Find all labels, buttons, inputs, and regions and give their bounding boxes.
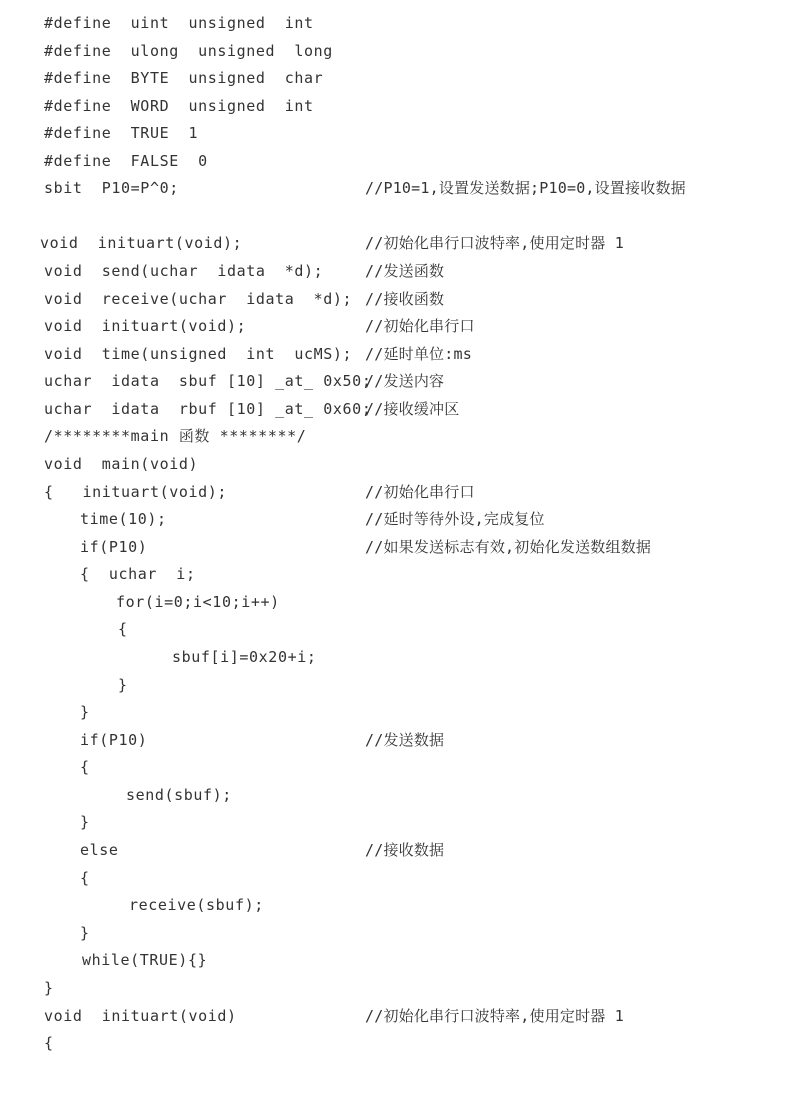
code-comment: //接收缓冲区: [365, 400, 460, 418]
code-line-rbuf-decl: [0, 395, 803, 423]
code-line-if-send: [0, 726, 803, 754]
code-text: }: [80, 813, 90, 831]
code-text: if(P10): [80, 731, 148, 749]
code-text: while(TRUE){}: [82, 951, 208, 969]
code-text: #define WORD unsigned int: [44, 97, 314, 115]
code-text: {: [118, 620, 128, 638]
code-line-define-uint: [0, 9, 803, 37]
code-line-main-signature: [0, 450, 803, 478]
code-text: {: [80, 758, 90, 776]
code-text: void main(void): [44, 455, 199, 473]
code-line-sbuf-assign: [0, 643, 803, 671]
code-line-define-byte: [0, 64, 803, 92]
code-text: void send(uchar idata *d);: [44, 262, 324, 280]
code-comment: //初始化串行口波特率,使用定时器 1: [365, 234, 624, 252]
code-line-define-ulong: [0, 37, 803, 65]
code-text: send(sbuf);: [126, 786, 232, 804]
code-line-define-true: [0, 119, 803, 147]
code-text: void time(unsigned int ucMS);: [44, 345, 353, 363]
code-comment: //延时单位:ms: [365, 345, 472, 363]
code-line-send-open: [0, 753, 803, 781]
code-line-if-block-close: [0, 698, 803, 726]
code-text: sbit P10=P^0;: [44, 179, 179, 197]
code-line-for: [0, 588, 803, 616]
code-text: time(10);: [80, 510, 167, 528]
code-text: for(i=0;i<10;i++): [116, 593, 280, 611]
code-line-for-open: [0, 615, 803, 643]
code-line-main-inituart: [0, 478, 803, 506]
code-line-main-time: [0, 505, 803, 533]
code-text: void inituart(void);: [44, 317, 247, 335]
code-text: sbuf[i]=0x20+i;: [172, 648, 317, 666]
code-comment: //延时等待外设,完成复位: [365, 510, 545, 528]
code-line-proto-send: [0, 257, 803, 285]
code-line-uchar-i: [0, 560, 803, 588]
code-text: uchar idata sbuf [10] _at_ 0x50;: [44, 372, 372, 390]
code-line-proto-time: [0, 340, 803, 368]
code-comment: //接收函数: [365, 290, 445, 308]
code-line-main-close: [0, 974, 803, 1002]
code-line-else: [0, 836, 803, 864]
code-text: }: [80, 703, 90, 721]
code-text: { inituart(void);: [44, 483, 227, 501]
code-line-sbuf-decl: [0, 367, 803, 395]
code-line-define-word: [0, 92, 803, 120]
code-line-send-call: [0, 781, 803, 809]
code-line-while: [0, 946, 803, 974]
code-line-send-close: [0, 808, 803, 836]
code-line-inituart-open: [0, 1029, 803, 1057]
code-text: if(P10): [80, 538, 148, 556]
code-text: #define ulong unsigned long: [44, 42, 333, 60]
code-text: receive(sbuf);: [129, 896, 264, 914]
code-line-inituart-def: [0, 1002, 803, 1030]
code-comment: //初始化串行口: [365, 483, 475, 501]
code-line-else-open: [0, 864, 803, 892]
code-line-proto-inituart: [0, 229, 803, 257]
code-text: }: [80, 924, 90, 942]
code-comment: //P10=1,设置发送数据;P10=0,设置接收数据: [365, 179, 686, 197]
code-text: uchar idata rbuf [10] _at_ 0x60;: [44, 400, 372, 418]
code-line-receive-call: [0, 891, 803, 919]
code-line-sbit: [0, 174, 803, 202]
code-line-define-false: [0, 147, 803, 175]
code-text: { uchar i;: [80, 565, 196, 583]
code-text: void receive(uchar idata *d);: [44, 290, 353, 308]
code-comment: //初始化串行口波特率,使用定时器 1: [365, 1007, 624, 1025]
code-text: void inituart(void): [44, 1007, 237, 1025]
code-text: {: [44, 1034, 54, 1052]
code-text: #define BYTE unsigned char: [44, 69, 324, 87]
code-text: void inituart(void);: [40, 234, 243, 252]
code-text: /********main 函数 ********/: [44, 427, 307, 445]
code-comment: //接收数据: [365, 841, 445, 859]
code-text: #define TRUE 1: [44, 124, 199, 142]
code-text: }: [44, 979, 54, 997]
code-comment: //发送数据: [365, 731, 445, 749]
code-text: {: [80, 869, 90, 887]
code-line-proto-inituart-2: [0, 312, 803, 340]
code-comment: //发送函数: [365, 262, 445, 280]
code-line-main-banner: [0, 422, 803, 450]
code-text: #define FALSE 0: [44, 152, 208, 170]
code-line-else-close: [0, 919, 803, 947]
code-comment: //如果发送标志有效,初始化发送数组数据: [365, 538, 652, 556]
code-line-proto-receive: [0, 285, 803, 313]
code-comment: //初始化串行口: [365, 317, 475, 335]
code-text: else: [80, 841, 119, 859]
code-text: }: [118, 676, 128, 694]
code-text: #define uint unsigned int: [44, 14, 314, 32]
code-line-main-if: [0, 533, 803, 561]
code-line-for-close: [0, 671, 803, 699]
code-comment: //发送内容: [365, 372, 445, 390]
